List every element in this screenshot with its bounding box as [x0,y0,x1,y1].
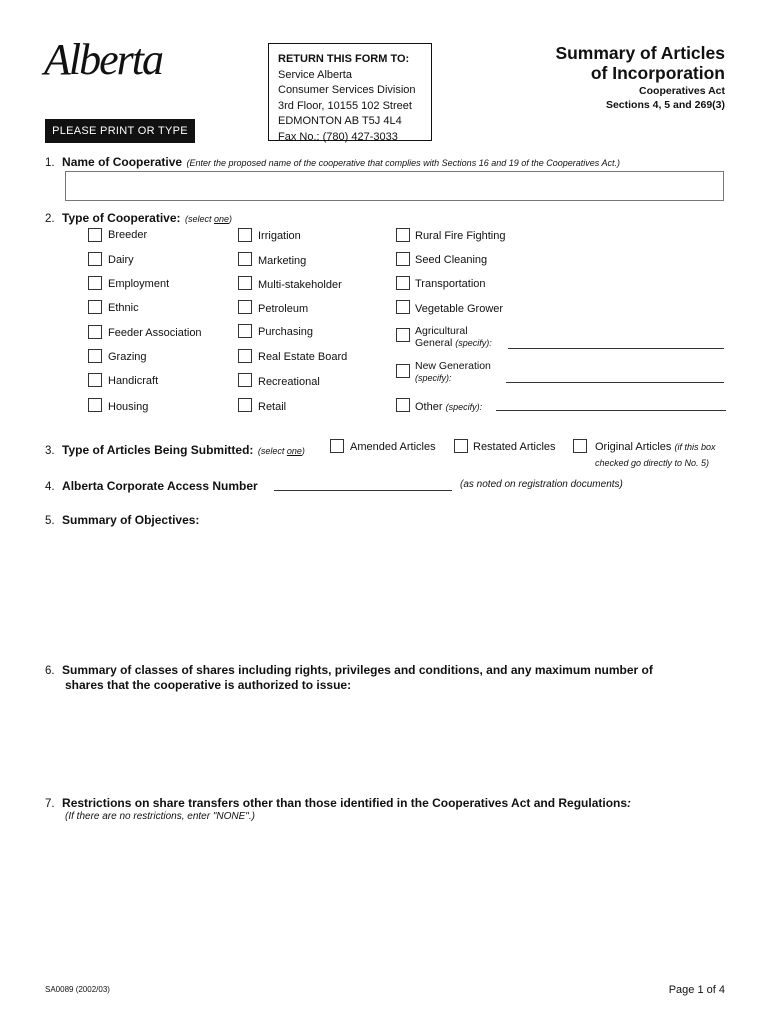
q6-heading [45,661,653,679]
option-label: Purchasing [258,326,314,338]
specify-note: (specify): [415,373,452,383]
option-label: Transportation [415,278,486,290]
option-agricultural-general [415,325,492,349]
option-label: Marketing [258,255,307,267]
form-title [555,43,725,83]
checkbox-employment[interactable] [88,276,102,290]
alberta-logo: Alberta [44,35,162,84]
q3-number: 3. [45,445,55,457]
q2-note-prefix: (select [184,214,214,224]
q1-label: Name of Cooperative [62,155,183,169]
checkbox-petroleum[interactable] [238,300,252,314]
specify-note: (specify): [455,338,492,348]
title-line-2: of Incorporation [590,63,725,83]
return-line: Fax No.: (780) 427-3033 [278,130,398,143]
checkbox-feeder-association[interactable] [88,325,102,339]
q3-heading [45,441,305,459]
q3-label: Type of Articles Being Submitted: [62,443,254,457]
checkbox-seed-cleaning[interactable] [396,252,410,266]
print-notice: PLEASE PRINT OR TYPE [45,119,195,143]
option-label: Restated Articles [473,441,556,453]
option-label: Ethnic [108,302,139,314]
form-code: SA0089 (2002/03) [45,985,110,994]
checkbox-handicraft[interactable] [88,373,102,387]
option-label: Vegetable Grower [415,303,504,315]
page-number: Page 1 of 4 [668,984,725,996]
option-label: Employment [108,278,170,290]
checkbox-new-generation[interactable] [396,364,410,378]
q5-heading [45,511,199,529]
q7-colon: : [627,796,632,810]
option-label: Original Articles [595,441,672,453]
checkbox-other[interactable] [396,398,410,412]
q6-label-line-1: Summary of classes of shares including rights, privileges and conditions, and any maximum number of [62,663,653,677]
q1-note: (Enter the proposed name of the cooperative that complies with Sections 16 and 19 of the Cooperatives Act.) [186,158,620,168]
agricultural-specify-line[interactable] [508,348,724,349]
option-label: Irrigation [258,230,301,242]
checkbox-vegetable-grower[interactable] [396,300,410,314]
return-heading: RETURN THIS FORM TO: [278,53,410,65]
checkbox-amended-articles[interactable] [330,439,344,453]
option-label: Seed Cleaning [415,254,488,266]
checkbox-agricultural-general[interactable] [396,328,410,342]
specify-note: (specify): [445,402,483,412]
option-label: New Generation [415,360,491,372]
other-specify-line[interactable] [496,410,726,411]
checkbox-original-articles[interactable] [573,439,587,453]
option-label: Housing [108,401,149,413]
q6-number: 6. [45,665,55,677]
checkbox-restated-articles[interactable] [454,439,468,453]
q6-label-line-2: shares that the cooperative is authorized to issue: [65,678,352,692]
option-label: Rural Fire Fighting [415,230,506,242]
cooperative-name-field[interactable] [65,171,724,201]
q7-heading [45,794,631,812]
option-other [415,401,482,413]
q2-note-suffix: ) [229,214,233,224]
option-label: Grazing [108,351,147,363]
option-label: Retail [258,401,287,413]
access-number-field[interactable] [274,490,452,491]
act-sections: Sections 4, 5 and 269(3) [605,99,725,111]
option-label: Real Estate Board [258,351,348,363]
q2-heading [45,209,232,227]
return-line: 3rd Floor, 10155 102 Street [278,99,412,112]
option-original-articles [595,441,716,453]
checkbox-housing[interactable] [88,398,102,412]
checkbox-breeder[interactable] [88,228,102,242]
checkbox-grazing[interactable] [88,349,102,363]
option-label: Handicraft [108,375,159,387]
q4-heading [45,477,258,495]
checkbox-retail[interactable] [238,398,252,412]
checkbox-recreational[interactable] [238,373,252,387]
q7-label: Restrictions on share transfers other than those identified in the Cooperatives Act and Regulations [62,796,628,810]
option-label: Agricultural [415,325,468,337]
checkbox-purchasing[interactable] [238,324,252,338]
checkbox-dairy[interactable] [88,252,102,266]
return-line: Consumer Services Division [278,84,416,96]
act-name: Cooperatives Act [639,85,725,97]
option-new-generation [415,360,491,384]
q7-note: (If there are no restrictions, enter "NONE".) [65,811,255,822]
option-label: Amended Articles [350,441,436,453]
q1-number: 1. [45,157,55,169]
q1-heading [45,153,620,171]
return-line: Service Alberta [278,68,352,81]
original-note-2: checked go directly to No. 5) [595,458,710,468]
checkbox-transportation[interactable] [396,276,410,290]
q5-number: 5. [45,515,55,527]
original-note: (if this box [674,442,716,452]
q4-note: (as noted on registration documents) [460,479,623,490]
return-line: EDMONTON AB T5J 4L4 [278,115,402,127]
q3-note-prefix: (select [257,446,287,456]
checkbox-irrigation[interactable] [238,228,252,242]
option-label: Dairy [108,254,134,266]
option-label: Feeder Association [108,327,202,339]
option-label: Breeder [108,229,148,241]
title-line-1: Summary of Articles [555,43,725,63]
q5-label: Summary of Objectives: [62,513,200,527]
checkbox-real-estate-board[interactable] [238,349,252,363]
act-reference [606,84,725,112]
q2-label: Type of Cooperative: [62,211,181,225]
option-label: Multi-stakeholder [258,279,342,291]
checkbox-ethnic[interactable] [88,300,102,314]
q2-number: 2. [45,213,55,225]
q3-note-one: one [286,446,302,456]
option-label: Other [415,401,443,413]
q7-number: 7. [45,798,55,810]
return-address-box [268,43,432,141]
option-label: General [415,337,453,349]
option-label: Recreational [258,376,320,388]
new-generation-specify-line[interactable] [506,382,724,383]
checkbox-rural-fire-fighting[interactable] [396,228,410,242]
checkbox-marketing[interactable] [238,252,252,266]
q4-number: 4. [45,481,55,493]
q3-note-suffix: ) [301,446,305,456]
option-label: Petroleum [258,303,309,315]
q4-label: Alberta Corporate Access Number [62,479,258,493]
checkbox-multi-stakeholder[interactable] [238,276,252,290]
q2-note-one: one [213,214,230,224]
